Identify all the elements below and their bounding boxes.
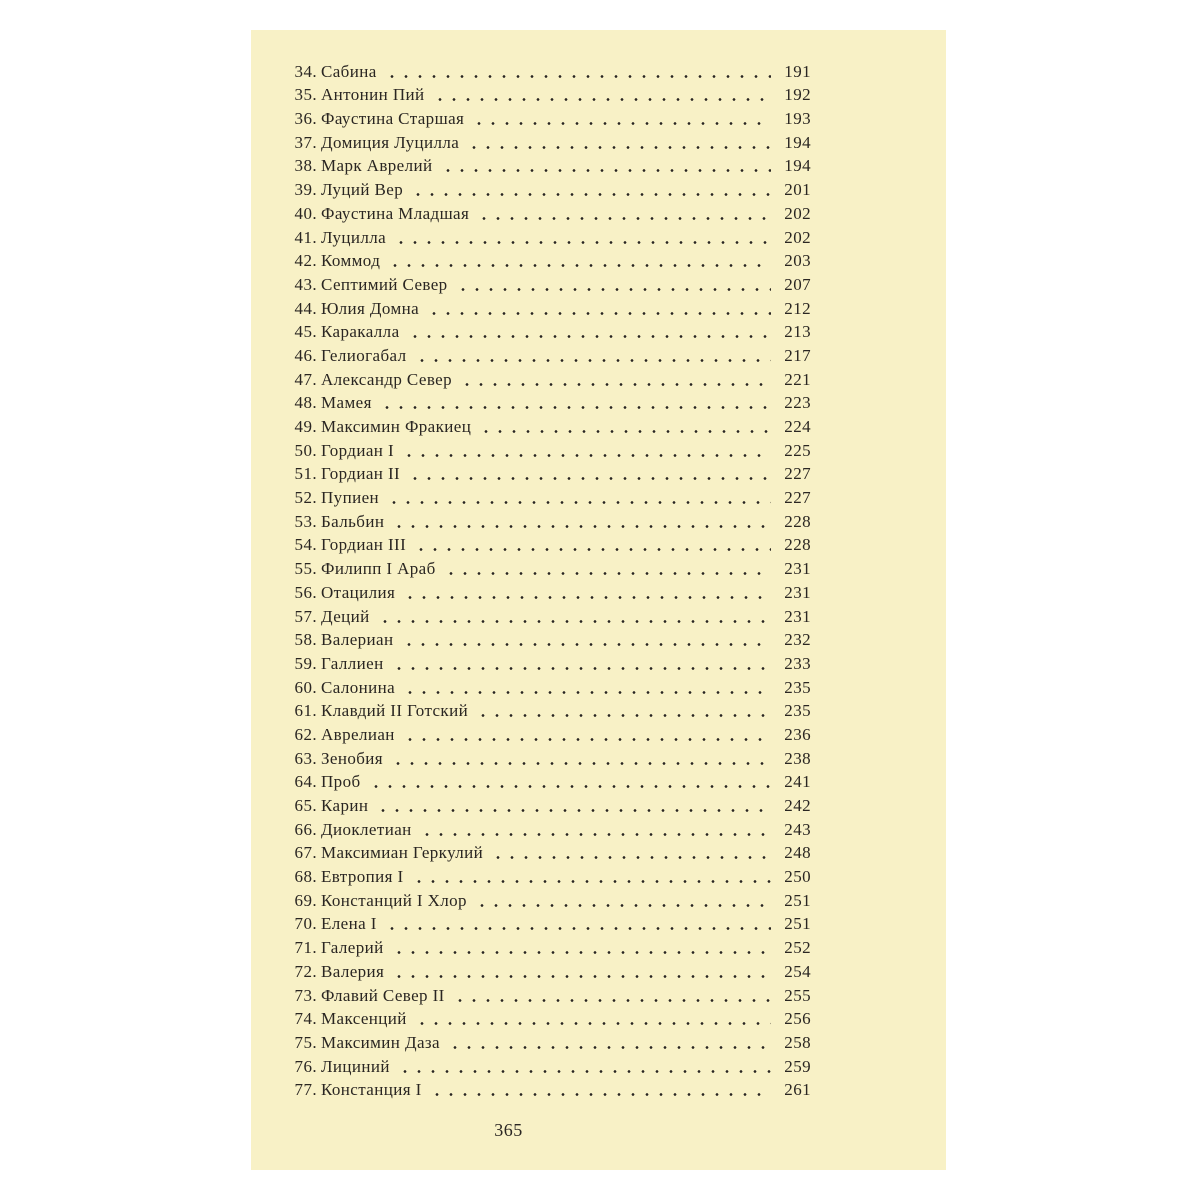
entry-page-number: 248	[784, 843, 811, 863]
toc-entry	[281, 816, 811, 840]
entry-title: Каракалла	[321, 322, 400, 342]
entry-number: 51.	[294, 464, 317, 484]
entry-number: 64.	[294, 772, 317, 792]
entry-title: Галерий	[321, 938, 384, 958]
entry-number: 36.	[294, 109, 317, 129]
entry-number: 77.	[294, 1080, 317, 1100]
dot-leader	[420, 833, 771, 836]
entry-number: 39.	[294, 180, 317, 200]
entry-title: Максенций	[321, 1009, 407, 1029]
entry-title: Флавий Север II	[321, 985, 445, 1005]
entry-title: Фаустина Старшая	[321, 109, 465, 129]
entry-number: 35.	[294, 85, 317, 105]
dot-leader	[444, 572, 771, 575]
toc-entry	[281, 603, 811, 627]
toc-entry	[281, 840, 811, 864]
entry-page-number: 191	[784, 61, 811, 81]
entry-title: Аврелиан	[321, 724, 395, 744]
dot-leader	[403, 738, 771, 741]
entry-number: 56.	[294, 582, 317, 602]
entry-title: Констанция I	[321, 1080, 422, 1100]
entry-title: Максимиан Геркулий	[321, 843, 484, 863]
entry-title: Максимин Даза	[321, 1032, 440, 1052]
dot-leader	[460, 383, 771, 386]
entry-number: 37.	[294, 132, 317, 152]
dot-leader	[380, 406, 771, 409]
entry-number: 68.	[294, 867, 317, 887]
entry-number: 60.	[294, 677, 317, 697]
dot-leader	[430, 1093, 771, 1096]
entry-page-number: 228	[784, 511, 811, 531]
entry-page-number: 194	[784, 156, 811, 176]
entry-title: Констанций I Хлор	[321, 890, 467, 910]
entry-number: 54.	[294, 535, 317, 555]
entry-page-number: 221	[784, 369, 811, 389]
toc-entry	[281, 58, 811, 82]
dot-leader	[388, 264, 771, 267]
dot-leader	[398, 1070, 771, 1073]
dot-leader	[385, 75, 771, 78]
entry-title: Бальбин	[321, 511, 385, 531]
entry-number: 67.	[294, 843, 317, 863]
toc-entry	[281, 248, 811, 272]
entry-page-number: 207	[784, 274, 811, 294]
dot-leader	[472, 122, 771, 125]
dot-leader	[391, 762, 771, 765]
entry-page-number: 231	[784, 582, 811, 602]
toc-entry	[281, 153, 811, 177]
dot-leader	[392, 667, 771, 670]
dot-leader	[479, 430, 771, 433]
dot-leader	[408, 477, 771, 480]
dot-leader	[477, 217, 771, 220]
toc-entry	[281, 579, 811, 603]
book-page	[251, 30, 946, 1170]
dot-leader	[387, 501, 771, 504]
entry-page-number: 227	[784, 488, 811, 508]
dot-leader	[402, 643, 771, 646]
entry-title: Коммод	[321, 251, 381, 271]
entry-page-number: 194	[784, 132, 811, 152]
entry-page-number: 231	[784, 606, 811, 626]
dot-leader	[415, 359, 771, 362]
entry-page-number: 202	[784, 227, 811, 247]
entry-title: Диоклетиан	[321, 819, 412, 839]
toc-entry	[281, 698, 811, 722]
toc-entry	[281, 863, 811, 887]
entry-number: 50.	[294, 440, 317, 460]
toc-entry	[281, 745, 811, 769]
toc-entry	[281, 390, 811, 414]
dot-leader	[408, 335, 771, 338]
entry-page-number: 236	[784, 724, 811, 744]
dot-leader	[414, 548, 771, 551]
toc-entry	[281, 555, 811, 579]
entry-title: Домиция Луцилла	[321, 132, 460, 152]
entry-number: 38.	[294, 156, 317, 176]
entry-page-number: 259	[784, 1056, 811, 1076]
entry-page-number: 251	[784, 914, 811, 934]
entry-number: 63.	[294, 748, 317, 768]
dot-leader	[378, 620, 771, 623]
entry-title: Луцилла	[321, 227, 387, 247]
entry-page-number: 202	[784, 203, 811, 223]
toc-entry	[281, 224, 811, 248]
entry-page-number: 252	[784, 938, 811, 958]
entry-title: Проб	[321, 772, 361, 792]
entry-title: Марк Аврелий	[321, 156, 433, 176]
dot-leader	[415, 1022, 771, 1025]
toc-entry	[281, 319, 811, 343]
dot-leader	[394, 241, 771, 244]
entry-number: 55.	[294, 559, 317, 579]
dot-leader	[392, 525, 771, 528]
dot-leader	[392, 951, 771, 954]
entry-page-number: 250	[784, 867, 811, 887]
entry-title: Клавдий II Готский	[321, 701, 469, 721]
dot-leader	[433, 98, 772, 101]
dot-leader	[402, 454, 771, 457]
entry-number: 71.	[294, 938, 317, 958]
entry-number: 48.	[294, 393, 317, 413]
entry-title: Александр Север	[321, 369, 453, 389]
dot-leader	[369, 785, 771, 788]
entry-page-number: 228	[784, 535, 811, 555]
dot-leader	[441, 169, 772, 172]
toc-entry	[281, 82, 811, 106]
toc-entry	[281, 413, 811, 437]
entry-title: Галлиен	[321, 653, 384, 673]
toc-entry	[281, 129, 811, 153]
entry-number: 74.	[294, 1009, 317, 1029]
toc-entry	[281, 295, 811, 319]
dot-leader	[456, 288, 771, 291]
entry-title: Пупиен	[321, 488, 380, 508]
entry-page-number: 192	[784, 85, 811, 105]
entry-page-number: 201	[784, 180, 811, 200]
entry-page-number: 235	[784, 701, 811, 721]
entry-page-number: 203	[784, 251, 811, 271]
toc-entry	[281, 1006, 811, 1030]
entry-number: 45.	[294, 322, 317, 342]
dot-leader	[427, 312, 771, 315]
dot-leader	[385, 927, 771, 930]
entry-number: 66.	[294, 819, 317, 839]
entry-number: 62.	[294, 724, 317, 744]
dot-leader	[476, 714, 771, 717]
toc-entry	[281, 982, 811, 1006]
toc-entry	[281, 461, 811, 485]
toc-entry	[281, 911, 811, 935]
entry-number: 41.	[294, 227, 317, 247]
entry-number: 69.	[294, 890, 317, 910]
toc-entry	[281, 484, 811, 508]
entry-number: 58.	[294, 630, 317, 650]
entry-title: Юлия Домна	[321, 298, 420, 318]
toc-entry	[281, 792, 811, 816]
dot-leader	[392, 975, 771, 978]
entry-number: 70.	[294, 914, 317, 934]
entry-page-number: 223	[784, 393, 811, 413]
toc-entry	[281, 176, 811, 200]
entry-page-number: 243	[784, 819, 811, 839]
entry-number: 61.	[294, 701, 317, 721]
entry-page-number: 225	[784, 440, 811, 460]
entry-title: Карин	[321, 796, 369, 815]
entry-page-number: 232	[784, 630, 811, 650]
entry-number: 40.	[294, 203, 317, 223]
entry-number: 52.	[294, 488, 317, 508]
entry-title: Салонина	[321, 677, 396, 697]
entry-page-number: 217	[784, 345, 811, 365]
entry-page-number: 224	[784, 417, 811, 436]
entry-title: Гордиан II	[321, 464, 401, 484]
entry-page-number: 193	[784, 109, 811, 129]
entry-page-number: 241	[784, 772, 811, 792]
toc-entry	[281, 958, 811, 982]
entry-number: 34.	[294, 61, 317, 81]
entry-title: Максимин Фракиец	[321, 417, 472, 436]
dot-leader	[411, 193, 771, 196]
toc-entry	[281, 627, 811, 651]
entry-page-number: 238	[784, 748, 811, 768]
entry-page-number: 233	[784, 653, 811, 673]
entry-title: Луций Вер	[321, 180, 404, 200]
entry-number: 53.	[294, 511, 317, 531]
entry-title: Елена I	[321, 914, 377, 934]
entry-number: 44.	[294, 298, 317, 318]
entry-page-number: 213	[784, 322, 811, 342]
toc-entry	[281, 887, 811, 911]
entry-number: 75.	[294, 1032, 317, 1052]
entry-title: Филипп I Араб	[321, 559, 436, 579]
entry-title: Деций	[321, 606, 370, 626]
page-number: 365	[494, 1120, 523, 1140]
toc-entry	[281, 271, 811, 295]
toc-entry	[281, 437, 811, 461]
entry-title: Валерия	[321, 961, 385, 981]
dot-leader	[467, 146, 771, 149]
toc-entry	[281, 674, 811, 698]
entry-title: Гордиан III	[321, 535, 407, 555]
entry-title: Гордиан I	[321, 440, 395, 460]
toc-entry	[281, 105, 811, 129]
dot-leader	[403, 691, 771, 694]
entry-number: 72.	[294, 961, 317, 981]
entry-page-number: 251	[784, 890, 811, 910]
entry-page-number: 256	[784, 1009, 811, 1029]
toc-entry	[281, 532, 811, 556]
entry-page-number: 242	[784, 796, 811, 815]
toc-entry	[281, 342, 811, 366]
entry-number: 59.	[294, 653, 317, 673]
toc-entry	[281, 1053, 811, 1077]
entry-title: Фаустина Младшая	[321, 203, 470, 223]
toc-entry	[281, 1029, 811, 1053]
dot-leader	[453, 999, 771, 1002]
entry-page-number: 231	[784, 559, 811, 579]
entry-title: Отацилия	[321, 582, 396, 602]
dot-leader	[376, 809, 771, 812]
toc-entry	[281, 769, 811, 793]
entry-number: 73.	[294, 985, 317, 1005]
entry-title: Антонин Пий	[321, 85, 425, 105]
toc-entry	[281, 508, 811, 532]
entry-title: Валериан	[321, 630, 394, 650]
table-of-contents	[281, 58, 811, 1100]
dot-leader	[412, 880, 771, 883]
toc-entry	[281, 650, 811, 674]
entry-number: 57.	[294, 606, 317, 626]
entry-page-number: 254	[784, 961, 811, 981]
toc-entry	[281, 366, 811, 390]
entry-page-number: 255	[784, 985, 811, 1005]
entry-title: Лициний	[321, 1056, 390, 1076]
entry-title: Сабина	[321, 61, 377, 81]
dot-leader	[448, 1046, 771, 1049]
dot-leader	[403, 596, 771, 599]
entry-number: 65.	[294, 796, 317, 815]
entry-page-number: 258	[784, 1032, 811, 1052]
dot-leader	[491, 856, 771, 859]
toc-entry	[281, 934, 811, 958]
dot-leader	[475, 904, 771, 907]
toc-entry	[281, 1077, 811, 1101]
entry-title: Мамея	[321, 393, 372, 413]
entry-number: 47.	[294, 369, 317, 389]
entry-number: 76.	[294, 1056, 317, 1076]
entry-page-number: 235	[784, 677, 811, 697]
toc-entry	[281, 721, 811, 745]
entry-title: Гелиогабал	[321, 345, 407, 365]
entry-page-number: 212	[784, 298, 811, 318]
entry-number: 46.	[294, 345, 317, 365]
entry-number: 43.	[294, 274, 317, 294]
entry-number: 49.	[294, 417, 317, 436]
entry-number: 42.	[294, 251, 317, 271]
entry-page-number: 227	[784, 464, 811, 484]
entry-title: Зенобия	[321, 748, 384, 768]
entry-page-number: 261	[784, 1080, 811, 1100]
toc-entry	[281, 200, 811, 224]
entry-title: Евтропия I	[321, 867, 404, 887]
entry-title: Септимий Север	[321, 274, 448, 294]
